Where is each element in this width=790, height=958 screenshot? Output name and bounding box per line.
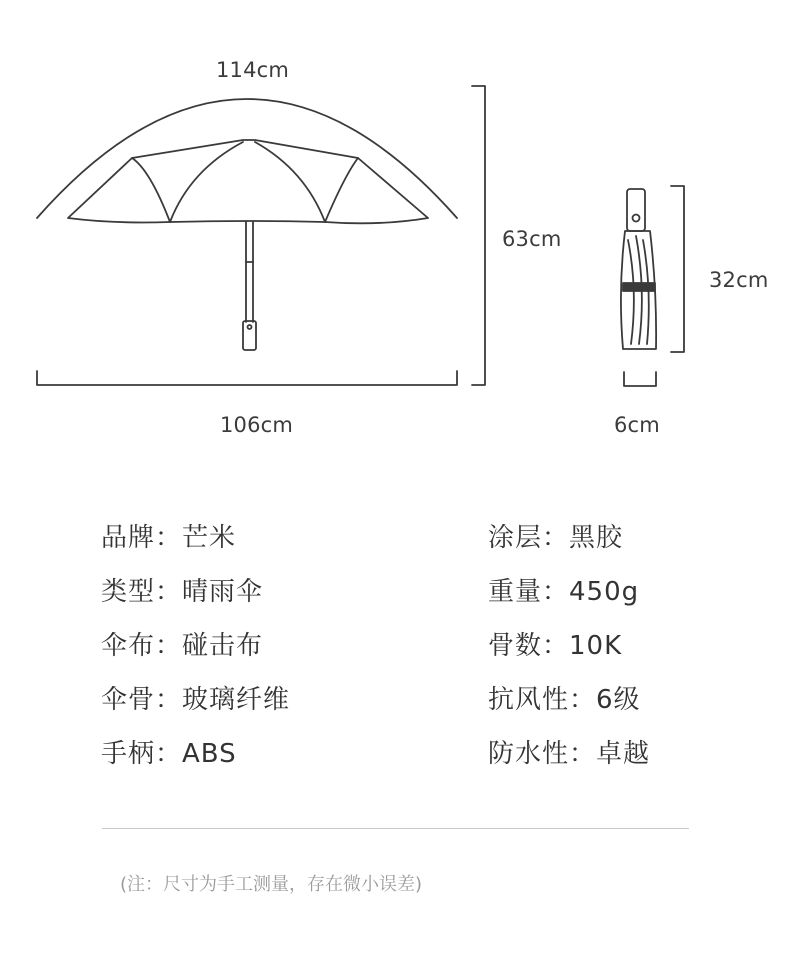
- umbrella-rib: [170, 142, 243, 222]
- spec-ribs: 骨数：10K: [488, 631, 623, 661]
- measurement-note: (注：尺寸为手工测量，存在微小误差): [120, 874, 423, 895]
- folded-umbrella-strap: [623, 283, 655, 291]
- width-dimension-line: [37, 371, 457, 385]
- folded-height-dimension-line: [671, 186, 684, 352]
- umbrella-shaft: [246, 222, 253, 322]
- folded-umbrella-handle: [627, 189, 645, 231]
- umbrella-diagram: [0, 0, 790, 470]
- spec-coating: 涂层：黑胶: [488, 523, 624, 553]
- width-dimension-label: 106cm: [220, 413, 294, 437]
- arc-dimension-line: [37, 99, 457, 218]
- folded-width-dimension-label: 6cm: [614, 413, 660, 437]
- umbrella-rib: [132, 158, 170, 222]
- spec-type: 类型：晴雨伞: [101, 577, 264, 607]
- folded-width-dimension-line: [624, 372, 656, 386]
- folded-height-dimension-label: 32cm: [709, 268, 769, 292]
- spec-water-resistance: 防水性：卓越: [488, 739, 651, 769]
- spec-fabric: 伞布：碰击布: [101, 631, 264, 661]
- spec-handle: 手柄：ABS: [101, 739, 237, 769]
- spec-brand: 品牌：芒米: [101, 523, 237, 553]
- spec-frame: 伞骨：玻璃纤维: [101, 685, 291, 715]
- umbrella-rib: [255, 142, 325, 222]
- height-dimension-label: 63cm: [502, 227, 562, 251]
- divider: [102, 828, 689, 829]
- spec-weight: 重量：450g: [488, 577, 640, 607]
- arc-dimension-label: 114cm: [216, 58, 290, 82]
- spec-wind-resistance: 抗风性：6级: [488, 685, 641, 715]
- umbrella-rib: [325, 158, 358, 222]
- umbrella-canopy: [68, 140, 428, 223]
- height-dimension-line: [472, 86, 485, 385]
